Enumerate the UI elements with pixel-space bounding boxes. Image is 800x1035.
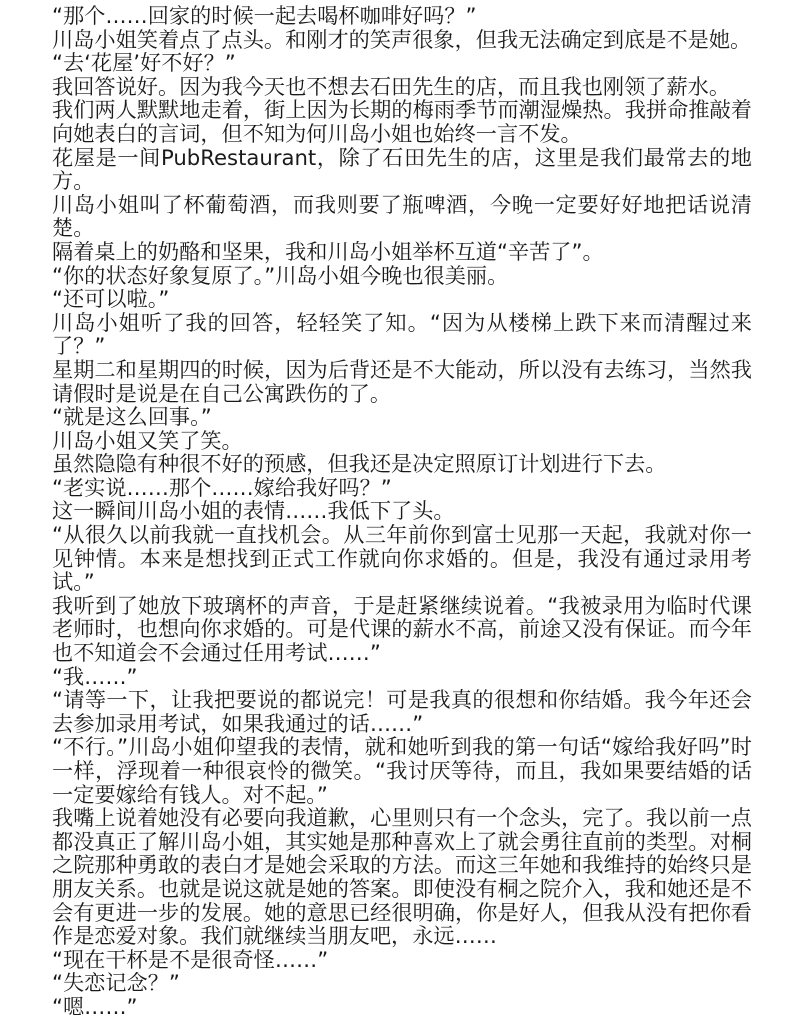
paragraph: 川岛小姐又笑了笑。 [52, 427, 243, 453]
document-page [52, 4, 752, 1019]
paragraph: 这一瞬间川岛小姐的表情……我低下了头。 [52, 498, 455, 524]
paragraph: “那个……回家的时候一起去喝杯咖啡好吗？” [52, 3, 477, 28]
paragraph: 我听到了她放下玻璃杯的声音，于是赶紧继续说着。“我被录用为临时代课老师时，也想向你求婚的。可是代课的薪水不高，前途又没有保证。而今年也不知道会不会通过任用考试……” [52, 592, 752, 666]
paragraph: “现在干杯是不是很奇怪……” [52, 946, 329, 972]
paragraph: 川岛小姐听了我的回答，轻轻笑了知。“因为从楼梯上跌下来而清醒过来了？” [52, 309, 752, 359]
paragraph: “就是这么回事。” [52, 404, 212, 430]
paragraph: “从很久以前我就一直找机会。从三年前你到富士见那一天起，我就对你一见钟情。本来是想找到正式工作就向你求婚的。但是，我没有通过录用考试。” [52, 522, 752, 595]
paragraph: “老实说……那个……嫁给我好吗？” [52, 474, 392, 500]
paragraph: “不行。”川岛小姐仰望我的表情，就和她听到我的第一句话“嫁给我好吗”时一样，浮现着一种很哀怜的微笑。“我讨厌等待，而且，我如果要结婚的话一定要嫁给有钱人。对不起。” [52, 734, 752, 807]
paragraph: “你的状态好象复原了。”川岛小姐今晚也很美丽。 [52, 262, 509, 288]
paragraph: 我回答说好。因为我今天也不想去石田先生的店，而且我也刚领了薪水。 [52, 73, 731, 99]
paragraph: 花屋是一间PubRestaurant，除了石田先生的店，这里是我们最常去的地方。 [52, 144, 752, 194]
paragraph: “还可以啦。” [52, 286, 170, 312]
paragraph: 我们两人默默地走着，街上因为长期的梅雨季节而潮湿燥热。我拼命推敲着向她表白的言词，但不知为何川岛小姐也始终一言不发。 [52, 97, 752, 146]
paragraph: 川岛小姐笑着点了点头。和刚才的笑声很象，但我无法确定到底是不是她。 [52, 26, 752, 52]
paragraph: “嗯……” [52, 993, 138, 1019]
paragraph: “去‘花屋’好不好？” [52, 50, 236, 76]
paragraph: 星期二和星期四的时候，因为后背还是不大能动，所以没有去练习，当然我请假时是说是在自己公寓跌伤的了。 [52, 356, 752, 406]
paragraph: “我……” [52, 663, 138, 689]
paragraph: 我嘴上说着她没有必要向我道歉，心里则只有一个念头，完了。我以前一点都没真正了解川岛小姐，其实她是那种喜欢上了就会勇往直前的类型。对桐之院那种勇敢的表白才是她会采取的方法。而这三年她和我维持的始终只是朋友关系。也就是说这就是她的答案。即使没有桐之院介入，我和她还是不会有更进一步的发展。她的意思已经很明确，你是好人，但我从没有把你看作是恋爱对象。我们就继续当朋友吧，永远…… [52, 805, 752, 949]
paragraph: 川岛小姐叫了杯葡萄酒，而我则要了瓶啤酒，今晚一定要好好地把话说清楚。 [52, 191, 752, 241]
paragraph: “失恋记念？” [52, 970, 180, 996]
paragraph: “请等一下，让我把要说的都说完！可是我真的很想和你结婚。我今年还会去参加录用考试，如果我通过的话……” [52, 687, 752, 736]
paragraph: 隔着桌上的奶酪和坚果，我和川岛小姐举杯互道“辛苦了”。 [52, 238, 604, 264]
paragraph: 虽然隐隐有种很不好的预感，但我还是决定照原订计划进行下去。 [52, 451, 667, 477]
